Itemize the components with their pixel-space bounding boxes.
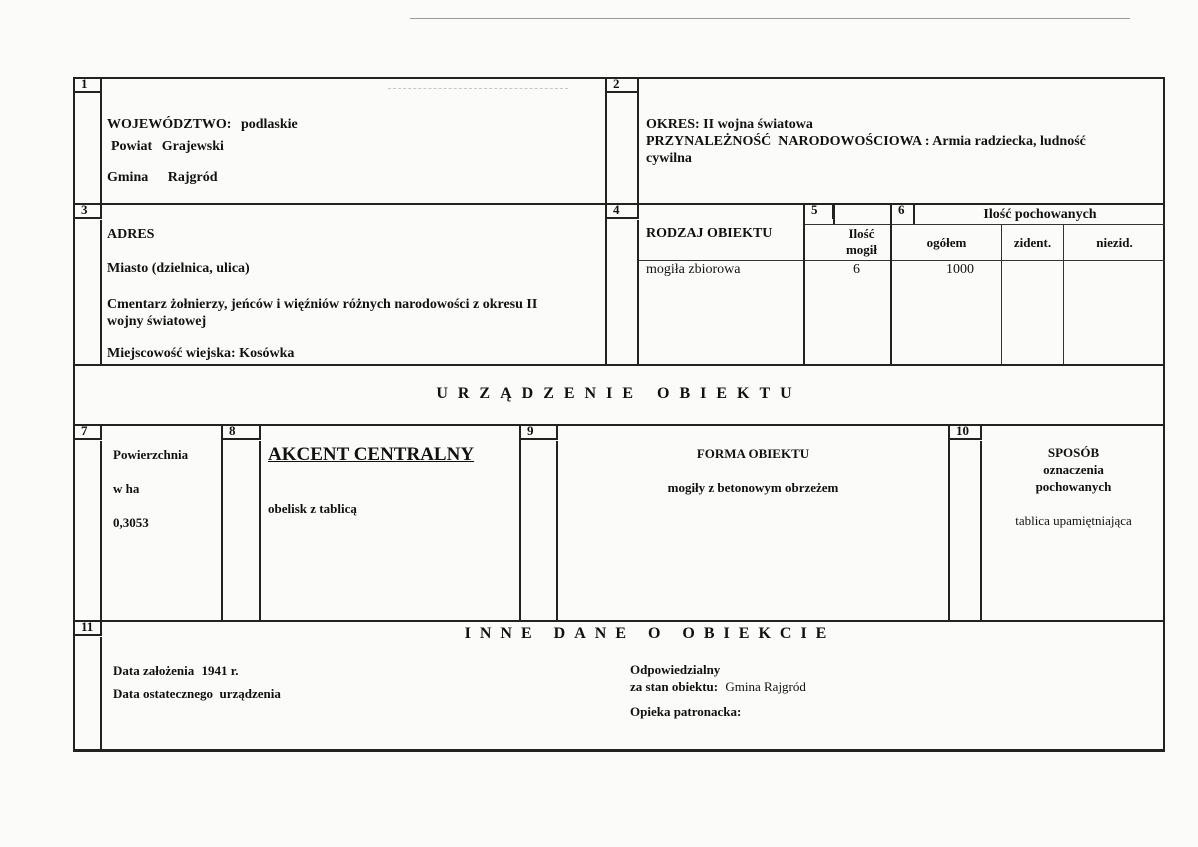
ogolem-value: 1000 xyxy=(946,262,974,277)
inne-dane-title: INNE DANE O OBIEKCIE xyxy=(464,625,836,642)
data-urzadzenia-label: Data ostatecznego urządzenia xyxy=(113,686,281,701)
ilosc-pochowanych-label: Ilość pochowanych xyxy=(983,207,1097,222)
field-number-7: 7 xyxy=(73,424,102,440)
powierzchnia-label: Powierzchnia xyxy=(113,447,189,462)
field-number-2: 2 xyxy=(605,77,639,93)
address-description-line-2: wojny światowej xyxy=(107,314,207,329)
col-zident: zident. xyxy=(1013,235,1052,250)
data-zalozenia-value: 1941 r. xyxy=(201,663,239,678)
miasto-label: Miasto (dzielnica, ulica) xyxy=(107,261,250,276)
gmina-label: Gmina xyxy=(107,170,149,185)
odpowiedzialny-line-2 xyxy=(630,679,806,695)
akcent-centralny-label: AKCENT CENTRALNY xyxy=(268,444,475,465)
row2-split xyxy=(605,203,607,364)
row4-margin-7 xyxy=(100,441,102,620)
field-number-6: 6 xyxy=(890,203,915,219)
powiat-value: Grajewski xyxy=(161,139,224,154)
field-number-8: 8 xyxy=(221,424,261,440)
field-number-3: 3 xyxy=(73,203,102,219)
odpowiedzialny-line-1: Odpowiedzialny xyxy=(630,662,721,677)
sposob-value: tablica upamiętniająca xyxy=(1015,513,1132,528)
ilosc-mogil-label-2: mogił xyxy=(845,242,878,257)
data-zalozenia-label: Data założenia xyxy=(113,663,195,678)
col-niezid: niezid. xyxy=(1096,235,1133,250)
row4-margin-9 xyxy=(556,441,558,620)
table-sub-line-1 xyxy=(803,224,1165,225)
field-number-4: 4 xyxy=(605,203,639,219)
col-ogolem: ogółem xyxy=(926,235,967,250)
forma-obiektu-label: FORMA OBIEKTU xyxy=(696,446,810,461)
row1-margin-right xyxy=(637,93,639,203)
wojewodztwo-value: podlaskie xyxy=(240,117,298,132)
table-sub-line-2 xyxy=(638,260,1165,261)
opieka-patronacka-label: Opieka patronacka: xyxy=(630,704,742,719)
row1-split xyxy=(605,77,607,203)
sposob-label-3: pochowanych xyxy=(1035,479,1112,494)
top-rule xyxy=(410,18,1130,19)
field-number-11: 11 xyxy=(73,620,102,636)
sposob-label-1: SPOSÓB xyxy=(1047,445,1100,460)
field-number-9: 9 xyxy=(519,424,558,440)
forma-obiektu-value: mogiły z betonowym obrzeżem xyxy=(667,480,839,495)
row-divider-4 xyxy=(73,620,1165,622)
powierzchnia-unit: w ha xyxy=(113,481,140,496)
row5-margin-11 xyxy=(100,637,102,751)
odpowiedzialny-value: Gmina Rajgród xyxy=(725,679,806,694)
powierzchnia-value: 0,3053 xyxy=(113,515,149,530)
record-card-form xyxy=(73,77,1165,752)
powiat-label: Powiat xyxy=(111,139,153,154)
row4-margin-8 xyxy=(259,441,261,620)
rodzaj-obiektu-label: RODZAJ OBIEKTU xyxy=(646,226,773,241)
field-number-5: 5 xyxy=(803,203,834,219)
przynaleznosc-line-2: cywilna xyxy=(646,151,692,166)
row4-split-8 xyxy=(221,424,223,620)
adres-label: ADRES xyxy=(107,227,155,242)
ilosc-mogil-value: 6 xyxy=(853,262,860,277)
wojewodztwo-line xyxy=(107,117,298,133)
gmina-value: Rajgród xyxy=(167,170,218,185)
row4-split-10 xyxy=(948,424,950,620)
akcent-centralny-value: obelisk z tablicą xyxy=(268,501,357,516)
powiat-line xyxy=(111,139,224,155)
row2-margin-4 xyxy=(637,220,639,364)
sposob-label-2: oznaczenia xyxy=(1043,462,1104,477)
okres-text: OKRES: II wojna światowa xyxy=(646,117,813,132)
section-title-urzadzenie: URZĄDZENIE OBIEKTU xyxy=(436,385,802,402)
odpowiedzialny-label-2: za stan obiektu: xyxy=(630,679,719,694)
row-divider-2 xyxy=(73,364,1165,366)
row2-margin-left xyxy=(100,220,102,364)
field-number-1: 1 xyxy=(73,77,102,93)
row2-split-6 xyxy=(890,203,892,364)
address-description-line-1: Cmentarz żołnierzy, jeńców i więźniów różnych narodowości z okresu II xyxy=(107,297,538,312)
wojewodztwo-label: WOJEWÓDZTWO: xyxy=(107,117,232,132)
miejscowosc-text: Miejscowość wiejska: Kosówka xyxy=(107,346,295,361)
field-number-10: 10 xyxy=(948,424,982,440)
row4-split-9 xyxy=(519,424,521,620)
gmina-line xyxy=(107,170,218,186)
ilosc-mogil-label-1: Ilość xyxy=(848,226,875,241)
przynaleznosc-line-1: PRZYNALEŻNOŚĆ NARODOWOŚCIOWA : Armia radziecka, ludność xyxy=(646,134,1086,149)
row1-margin-left xyxy=(100,93,102,203)
data-zalozenia-line xyxy=(113,663,239,679)
row2-split-5 xyxy=(803,203,805,364)
rodzaj-obiektu-value: mogiła zbiorowa xyxy=(646,262,741,277)
